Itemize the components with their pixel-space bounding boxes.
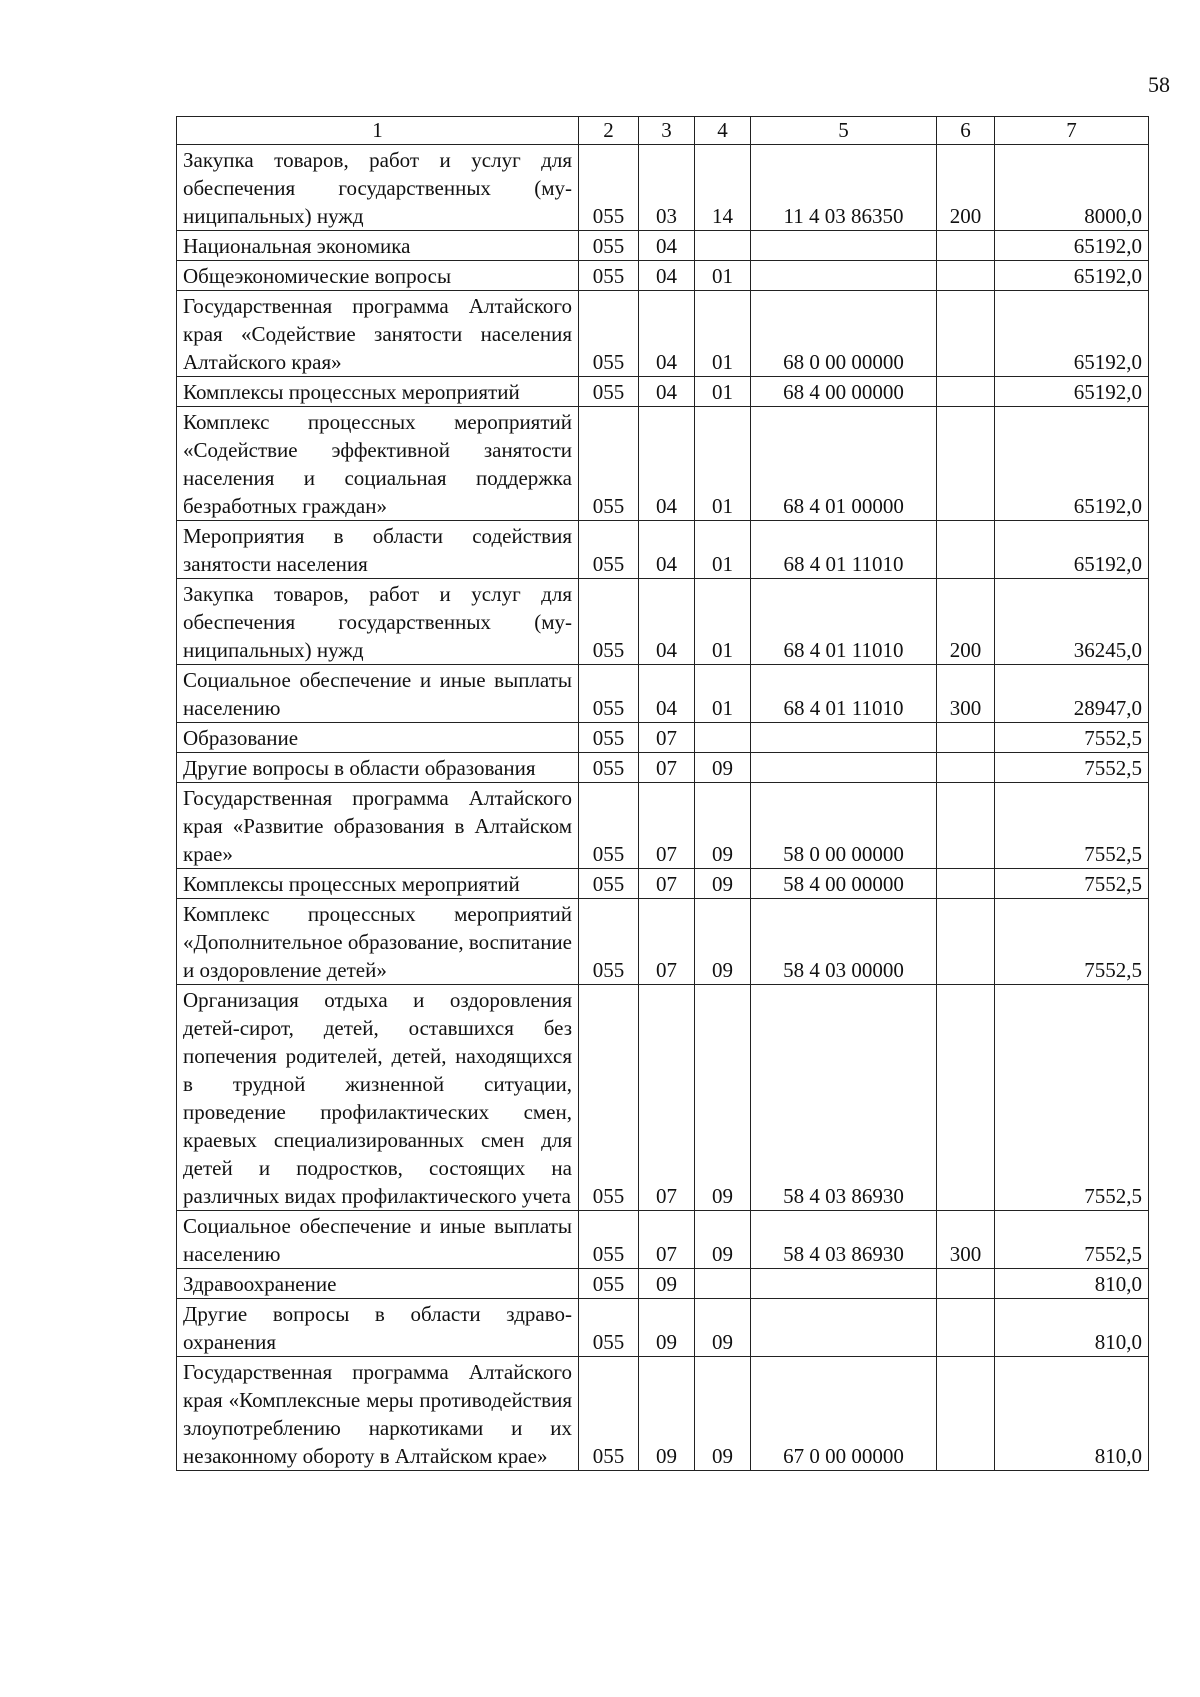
section-code-cell: 09 bbox=[639, 1357, 695, 1471]
ministry-code-cell: 055 bbox=[579, 145, 639, 231]
ministry-code-cell: 055 bbox=[579, 783, 639, 869]
table-row bbox=[177, 985, 1149, 1211]
table-row bbox=[177, 1269, 1149, 1299]
row-name-cell: Организация отдыха и оздоровления детей-сирот, детей, оставшихся без попечения родителей, детей, находящихся в трудной жизненной ситуации, проведение профилактических смен, краевых специализированных смен для детей и подростков, состоящих на различных видах профилактического учета bbox=[177, 985, 579, 1211]
subsection-code-cell: 09 bbox=[695, 1211, 751, 1269]
table-row bbox=[177, 723, 1149, 753]
expense-type-cell: 200 bbox=[937, 579, 995, 665]
expense-type-cell bbox=[937, 377, 995, 407]
target-article-cell bbox=[751, 723, 937, 753]
row-name-cell: Общеэкономические вопросы bbox=[177, 261, 579, 291]
table-row bbox=[177, 377, 1149, 407]
row-name-cell: Социальное обеспечение и иные выплаты населению bbox=[177, 665, 579, 723]
subsection-code-cell: 01 bbox=[695, 261, 751, 291]
subsection-code-cell: 01 bbox=[695, 579, 751, 665]
expense-type-cell bbox=[937, 231, 995, 261]
subsection-code-cell: 01 bbox=[695, 665, 751, 723]
amount-cell: 7552,5 bbox=[995, 899, 1149, 985]
row-name-cell: Мероприятия в области содействия занятости населения bbox=[177, 521, 579, 579]
subsection-code-cell: 01 bbox=[695, 521, 751, 579]
amount-cell: 65192,0 bbox=[995, 291, 1149, 377]
header-row bbox=[177, 117, 1149, 145]
row-name-cell: Национальная экономика bbox=[177, 231, 579, 261]
amount-cell: 65192,0 bbox=[995, 377, 1149, 407]
table-row bbox=[177, 899, 1149, 985]
target-article-cell bbox=[751, 1269, 937, 1299]
row-name-cell: Комплекс процессных мероприятий «Дополнительное образование, воспитание и оздоровление детей» bbox=[177, 899, 579, 985]
row-name-cell: Закупка товаров, работ и услуг для обеспечения государственных (муниципальных) нужд bbox=[177, 579, 579, 665]
ministry-code-cell: 055 bbox=[579, 231, 639, 261]
ministry-code-cell: 055 bbox=[579, 665, 639, 723]
table-row bbox=[177, 869, 1149, 899]
amount-cell: 7552,5 bbox=[995, 869, 1149, 899]
row-name-cell: Комплекс процессных мероприятий «Содействие эффективной занятости населения и социальная поддержка безработных граждан» bbox=[177, 407, 579, 521]
subsection-code-cell: 09 bbox=[695, 1357, 751, 1471]
table-row bbox=[177, 231, 1149, 261]
amount-cell: 36245,0 bbox=[995, 579, 1149, 665]
amount-cell: 8000,0 bbox=[995, 145, 1149, 231]
target-article-cell: 58 0 00 00000 bbox=[751, 783, 937, 869]
table-row bbox=[177, 407, 1149, 521]
target-article-cell: 68 4 01 00000 bbox=[751, 407, 937, 521]
header-cell: 7 bbox=[995, 117, 1149, 145]
ministry-code-cell: 055 bbox=[579, 869, 639, 899]
expense-type-cell bbox=[937, 521, 995, 579]
expense-type-cell: 300 bbox=[937, 1211, 995, 1269]
subsection-code-cell: 01 bbox=[695, 291, 751, 377]
table-row bbox=[177, 665, 1149, 723]
page-number: 58 bbox=[1148, 72, 1170, 97]
subsection-code-cell: 09 bbox=[695, 753, 751, 783]
row-name-cell: Здравоохранение bbox=[177, 1269, 579, 1299]
ministry-code-cell: 055 bbox=[579, 899, 639, 985]
subsection-code-cell: 14 bbox=[695, 145, 751, 231]
section-code-cell: 04 bbox=[639, 521, 695, 579]
target-article-cell: 58 4 03 00000 bbox=[751, 899, 937, 985]
expense-type-cell bbox=[937, 869, 995, 899]
table-row bbox=[177, 261, 1149, 291]
subsection-code-cell: 09 bbox=[695, 783, 751, 869]
expense-type-cell: 300 bbox=[937, 665, 995, 723]
row-name-cell: Закупка товаров, работ и услуг для обеспечения государственных (муниципальных) нужд bbox=[177, 145, 579, 231]
target-article-cell: 58 4 00 00000 bbox=[751, 869, 937, 899]
target-article-cell: 68 4 01 11010 bbox=[751, 521, 937, 579]
table-row bbox=[177, 145, 1149, 231]
row-name-cell: Образование bbox=[177, 723, 579, 753]
amount-cell: 65192,0 bbox=[995, 521, 1149, 579]
header-cell: 3 bbox=[639, 117, 695, 145]
row-name-cell: Другие вопросы в области образования bbox=[177, 753, 579, 783]
table-row bbox=[177, 579, 1149, 665]
target-article-cell: 58 4 03 86930 bbox=[751, 1211, 937, 1269]
amount-cell: 810,0 bbox=[995, 1299, 1149, 1357]
amount-cell: 810,0 bbox=[995, 1357, 1149, 1471]
section-code-cell: 07 bbox=[639, 869, 695, 899]
header-cell: 4 bbox=[695, 117, 751, 145]
ministry-code-cell: 055 bbox=[579, 579, 639, 665]
amount-cell: 65192,0 bbox=[995, 407, 1149, 521]
expense-type-cell bbox=[937, 985, 995, 1211]
table-row bbox=[177, 1357, 1149, 1471]
section-code-cell: 07 bbox=[639, 899, 695, 985]
expense-type-cell bbox=[937, 261, 995, 291]
amount-cell: 7552,5 bbox=[995, 1211, 1149, 1269]
subsection-code-cell: 01 bbox=[695, 407, 751, 521]
ministry-code-cell: 055 bbox=[579, 753, 639, 783]
amount-cell: 65192,0 bbox=[995, 231, 1149, 261]
section-code-cell: 04 bbox=[639, 665, 695, 723]
subsection-code-cell: 01 bbox=[695, 377, 751, 407]
row-name-cell: Социальное обеспечение и иные выплаты населению bbox=[177, 1211, 579, 1269]
ministry-code-cell: 055 bbox=[579, 407, 639, 521]
amount-cell: 7552,5 bbox=[995, 723, 1149, 753]
section-code-cell: 03 bbox=[639, 145, 695, 231]
amount-cell: 810,0 bbox=[995, 1269, 1149, 1299]
expense-type-cell bbox=[937, 407, 995, 521]
ministry-code-cell: 055 bbox=[579, 1357, 639, 1471]
subsection-code-cell: 09 bbox=[695, 1299, 751, 1357]
row-name-cell: Комплексы процессных мероприятий bbox=[177, 377, 579, 407]
table-row bbox=[177, 1211, 1149, 1269]
amount-cell: 7552,5 bbox=[995, 985, 1149, 1211]
budget-table bbox=[176, 116, 1149, 1471]
row-name-cell: Комплексы процессных мероприятий bbox=[177, 869, 579, 899]
target-article-cell: 68 4 01 11010 bbox=[751, 665, 937, 723]
section-code-cell: 04 bbox=[639, 579, 695, 665]
section-code-cell: 07 bbox=[639, 783, 695, 869]
target-article-cell bbox=[751, 753, 937, 783]
expense-type-cell bbox=[937, 783, 995, 869]
section-code-cell: 04 bbox=[639, 377, 695, 407]
table-row bbox=[177, 521, 1149, 579]
subsection-code-cell bbox=[695, 723, 751, 753]
row-name-cell: Государственная программа Алтайского края «Содействие занятости населения Алтайского края» bbox=[177, 291, 579, 377]
expense-type-cell: 200 bbox=[937, 145, 995, 231]
expense-type-cell bbox=[937, 1299, 995, 1357]
target-article-cell: 68 0 00 00000 bbox=[751, 291, 937, 377]
expense-type-cell bbox=[937, 291, 995, 377]
amount-cell: 28947,0 bbox=[995, 665, 1149, 723]
section-code-cell: 04 bbox=[639, 407, 695, 521]
header-cell: 1 bbox=[177, 117, 579, 145]
target-article-cell bbox=[751, 1299, 937, 1357]
target-article-cell: 68 4 01 11010 bbox=[751, 579, 937, 665]
table-row bbox=[177, 291, 1149, 377]
expense-type-cell bbox=[937, 899, 995, 985]
subsection-code-cell bbox=[695, 1269, 751, 1299]
row-name-cell: Государственная программа Алтайского края «Развитие образования в Алтайском крае» bbox=[177, 783, 579, 869]
target-article-cell: 11 4 03 86350 bbox=[751, 145, 937, 231]
target-article-cell: 68 4 00 00000 bbox=[751, 377, 937, 407]
section-code-cell: 07 bbox=[639, 723, 695, 753]
ministry-code-cell: 055 bbox=[579, 1211, 639, 1269]
section-code-cell: 04 bbox=[639, 231, 695, 261]
ministry-code-cell: 055 bbox=[579, 261, 639, 291]
expense-type-cell bbox=[937, 1269, 995, 1299]
subsection-code-cell bbox=[695, 231, 751, 261]
subsection-code-cell: 09 bbox=[695, 899, 751, 985]
target-article-cell bbox=[751, 231, 937, 261]
subsection-code-cell: 09 bbox=[695, 985, 751, 1211]
header-cell: 6 bbox=[937, 117, 995, 145]
section-code-cell: 07 bbox=[639, 1211, 695, 1269]
ministry-code-cell: 055 bbox=[579, 1299, 639, 1357]
ministry-code-cell: 055 bbox=[579, 377, 639, 407]
header-cell: 5 bbox=[751, 117, 937, 145]
target-article-cell bbox=[751, 261, 937, 291]
table-row bbox=[177, 783, 1149, 869]
expense-type-cell bbox=[937, 723, 995, 753]
expense-type-cell bbox=[937, 753, 995, 783]
section-code-cell: 09 bbox=[639, 1299, 695, 1357]
table-row bbox=[177, 1299, 1149, 1357]
target-article-cell: 67 0 00 00000 bbox=[751, 1357, 937, 1471]
section-code-cell: 07 bbox=[639, 753, 695, 783]
ministry-code-cell: 055 bbox=[579, 521, 639, 579]
subsection-code-cell: 09 bbox=[695, 869, 751, 899]
section-code-cell: 09 bbox=[639, 1269, 695, 1299]
target-article-cell: 58 4 03 86930 bbox=[751, 985, 937, 1211]
expense-type-cell bbox=[937, 1357, 995, 1471]
table-row bbox=[177, 753, 1149, 783]
ministry-code-cell: 055 bbox=[579, 985, 639, 1211]
row-name-cell: Государственная программа Алтайского края «Комплексные меры противодействия злоупотреблению наркотиками и их незаконному обороту в Алтайском крае» bbox=[177, 1357, 579, 1471]
ministry-code-cell: 055 bbox=[579, 291, 639, 377]
ministry-code-cell: 055 bbox=[579, 1269, 639, 1299]
section-code-cell: 07 bbox=[639, 985, 695, 1211]
section-code-cell: 04 bbox=[639, 291, 695, 377]
amount-cell: 7552,5 bbox=[995, 753, 1149, 783]
header-cell: 2 bbox=[579, 117, 639, 145]
row-name-cell: Другие вопросы в области здравоохранения bbox=[177, 1299, 579, 1357]
ministry-code-cell: 055 bbox=[579, 723, 639, 753]
amount-cell: 65192,0 bbox=[995, 261, 1149, 291]
amount-cell: 7552,5 bbox=[995, 783, 1149, 869]
section-code-cell: 04 bbox=[639, 261, 695, 291]
